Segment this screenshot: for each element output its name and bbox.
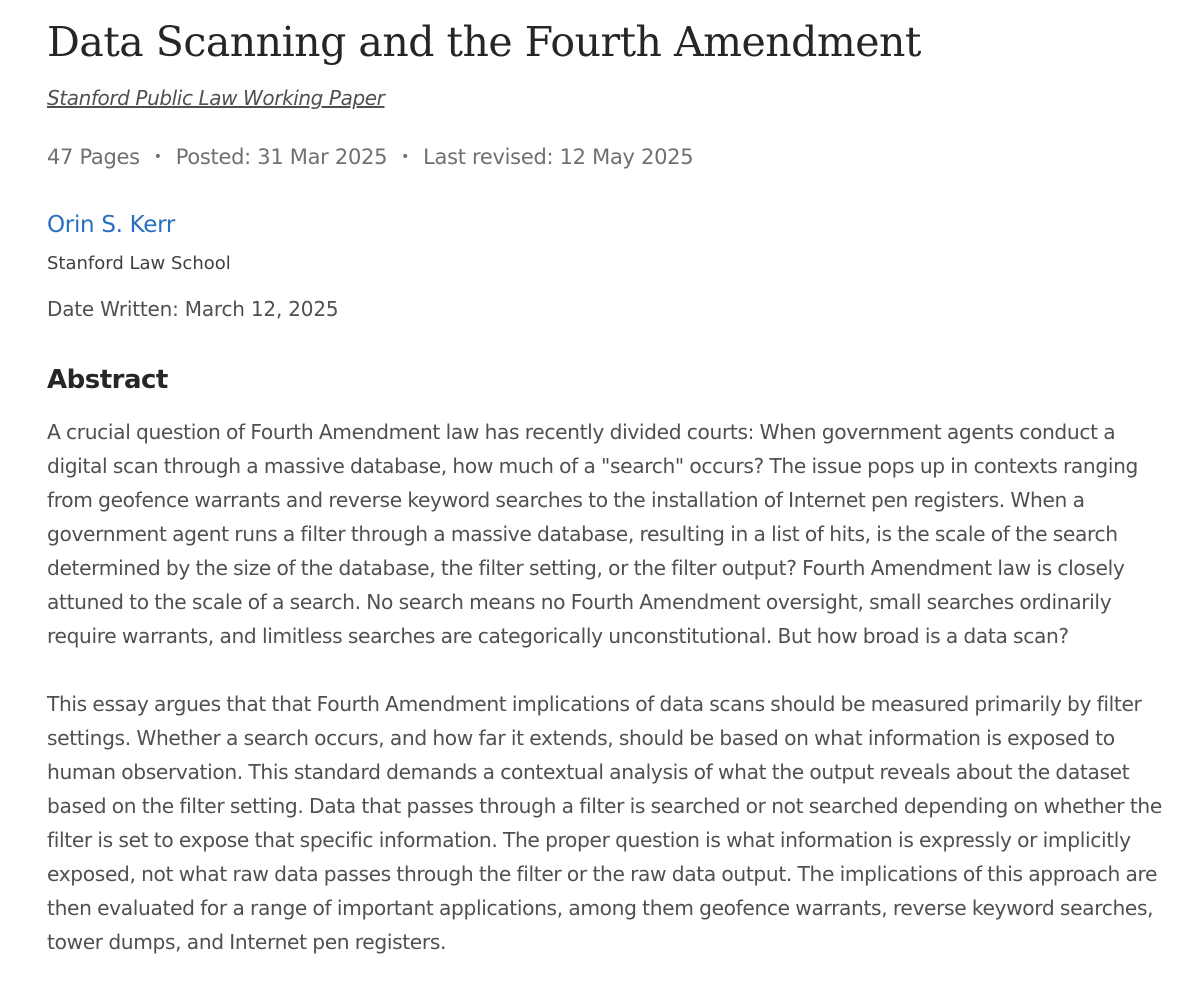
separator-dot: • (153, 149, 162, 165)
revised-date: Last revised: 12 May 2025 (423, 145, 694, 169)
paper-title: Data Scanning and the Fourth Amendment (47, 18, 921, 66)
abstract-paragraph: This essay argues that that Fourth Amendment implications of data scans should be measured primarily by filter settings. Whether a search occurs, and how far it extends, should be based on what information is exposed to human observation. This standard demands a contextual analysis of what the output reveals about the dataset based on the filter setting. Data that passes through a filter is searched or not searched depending on whether the filter is set to expose that specific information. The proper question is what information is expressly or implicitly exposed, not what raw data passes through the filter or the raw data output. The implications of this approach are then evaluated for a range of important applications, among them geofence warrants, reverse keyword searches, tower dumps, and Internet pen registers. (47, 692, 1162, 954)
page-count: 47 Pages (47, 145, 140, 169)
abstract-heading: Abstract (47, 365, 168, 395)
author-affiliation: Stanford Law School (47, 253, 231, 274)
date-written: Date Written: March 12, 2025 (47, 297, 339, 321)
abstract-body (47, 415, 1167, 993)
posted-date: Posted: 31 Mar 2025 (175, 145, 388, 169)
paper-meta (47, 145, 693, 169)
separator-dot: • (401, 149, 410, 165)
abstract-paragraph: A crucial question of Fourth Amendment law has recently divided courts: When government agents conduct a digital scan through a massive database, how much of a "search" occurs? The issue pops up in contexts ranging from geofence warrants and reverse keyword searches to the installation of Internet pen registers. When a government agent runs a filter through a massive database, resulting in a list of hits, is the scale of the search determined by the size of the database, the filter setting, or the filter output? Fourth Amendment law is closely attuned to the scale of a search. No search means no Fourth Amendment oversight, small searches ordinarily require warrants, and limitless searches are categorically unconstitutional. But how broad is a data scan? (47, 420, 1138, 648)
author-link[interactable]: Orin S. Kerr (47, 212, 176, 238)
series-link[interactable]: Stanford Public Law Working Paper (47, 86, 385, 110)
